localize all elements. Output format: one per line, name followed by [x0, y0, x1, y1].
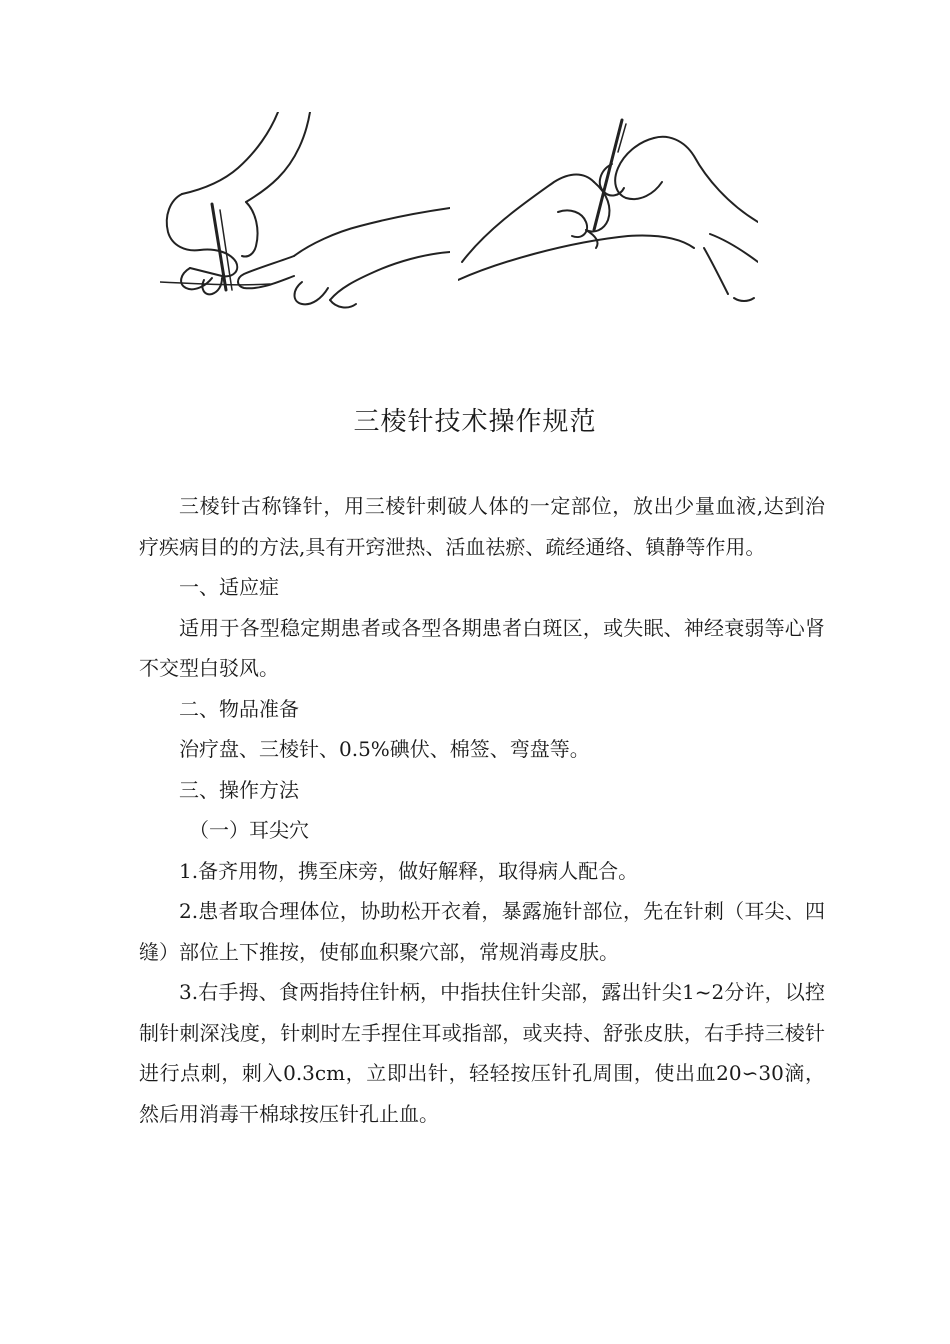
illustration-figure: [160, 112, 760, 312]
procedure-step-1: 1.备齐用物，携至床旁，做好解释，取得病人配合。: [179, 858, 639, 883]
finger-pricking-illustration: [160, 112, 450, 312]
indications-paragraph: 适用于各型稳定期患者或各型各期患者白斑区，或失眠、神经衰弱等心肾不交型白驳风。: [139, 615, 825, 680]
intro-paragraph: 三棱针古称锋针，用三棱针刺破人体的一定部位，放出少量血液,达到治疗疾病目的的方法,具有开窍泄热、活血祛瘀、疏经通络、镇静等作用。: [139, 494, 825, 559]
section-heading-materials: 二、物品准备: [179, 696, 299, 721]
page-title: 三棱针技术操作规范: [353, 407, 597, 437]
procedure-step-2: 2.患者取合理体位，协助松开衣着，暴露施针部位，先在针刺（耳尖、四缝）部位上下推按，使郁血积聚穴部，常规消毒皮肤。: [139, 899, 825, 964]
section-heading-indications: 一、适应症: [179, 575, 279, 599]
subsection-heading-ear-tip: （一）耳尖穴: [189, 818, 309, 842]
materials-paragraph: 治疗盘、三棱针、0.5%碘伏、棉签、弯盘等。: [179, 737, 590, 761]
section-heading-procedure: 三、操作方法: [179, 777, 299, 802]
finger-pricking-drawing: [160, 112, 450, 312]
document-body: [139, 486, 825, 1134]
ear-pricking-drawing: [458, 112, 758, 312]
ear-pricking-illustration: [458, 112, 758, 312]
procedure-step-3: 3.右手拇、食两指持住针柄，中指扶住针尖部，露出针尖1~2分许，以控制针刺深浅度，针刺时左手捏住耳或指部，或夹持、舒张皮肤，右手持三棱针进行点刺，刺入0.3cm，立即出针，轻轻按压针孔周围，使出血20∽30滴，然后用消毒干棉球按压针孔止血。: [139, 980, 825, 1126]
